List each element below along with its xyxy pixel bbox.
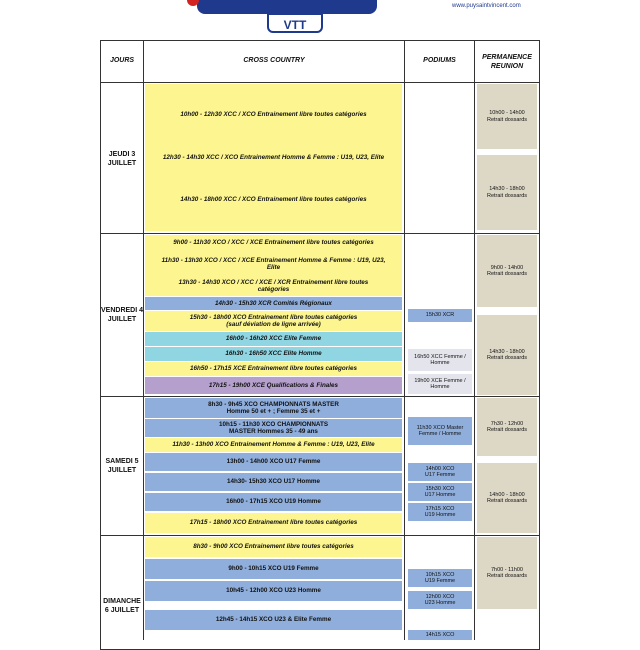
day-vendredi: VENDREDI 4 JUILLET	[101, 307, 144, 323]
event-row: 13h00 - 14h00 XCO U17 Femme	[145, 453, 402, 471]
event-row: 14h30- 15h30 XCO U17 Homme	[145, 473, 402, 491]
column-divider	[474, 40, 475, 640]
event-row: 9h00 - 11h30 XCO / XCC / XCE Entrainement libre toutes catégories	[173, 238, 374, 246]
podium-cell: 14h00 XCO U17 Femme	[408, 463, 472, 481]
row-divider	[100, 396, 540, 397]
event-row: 12h30 - 14h30 XCC / XCO Entrainement Homme & Femme : U19, U23, Elite	[162, 154, 385, 162]
website-url: www.puysaintvincent.com	[452, 3, 521, 9]
event-row: 15h30 - 18h00 XCO Entrainement libre toutes catégories (sauf déviation de ligne arrivée)	[145, 311, 402, 331]
row-divider	[100, 233, 540, 234]
podium-cell: 17h15 XCO U19 Homme	[408, 503, 472, 521]
podium-cell: 12h00 XCO U23 Homme	[408, 591, 472, 609]
day-jeudi: JEUDI 3 JUILLET	[107, 151, 137, 167]
podium-cell: 10h15 XCO U19 Femme	[408, 569, 472, 587]
row-divider	[100, 82, 540, 83]
event-row: 14h30 - 18h00 XCC / XCO Entrainement libre toutes catégories	[180, 196, 367, 204]
event-row: 12h45 - 14h15 XCO U23 & Elite Femme	[145, 610, 402, 630]
podium-cell: 14h15 XCO	[408, 630, 472, 640]
permanence-cell: 14h30 - 18h00 Retrait dossards	[477, 155, 537, 230]
event-row: 11h30 - 13h00 XCO Entrainement Homme & Femme : U19, U23, Elite	[145, 438, 402, 452]
header-cross-country: CROSS COUNTRY	[243, 57, 305, 64]
header-permanence: PERMANENCE REUNION	[482, 54, 532, 70]
podium-cell: 15h30 XCO U17 Homme	[408, 483, 472, 501]
row-divider	[100, 535, 540, 536]
event-row: 16h30 - 16h50 XCC Elite Homme	[145, 347, 402, 361]
permanence-cell: 7h30 - 12h00 Retrait dossards	[477, 398, 537, 456]
event-row: 17h15 - 19h00 XCE Qualifications & Finales	[145, 377, 402, 394]
logo-vtt-label: VTT	[267, 13, 323, 33]
podium-cell: 11h30 XCO Master Femme / Homme	[408, 417, 472, 445]
header-jours: JOURS	[109, 57, 135, 64]
event-row: 8h30 - 9h00 XCO Entrainement libre toutes catégories	[145, 537, 402, 557]
permanence-cell: 9h00 - 14h00 Retrait dossards	[477, 235, 537, 307]
podium-cell: 15h30 XCR	[408, 309, 472, 322]
column-divider	[404, 40, 405, 640]
podium-cell: 16h50 XCC Femme / Homme	[408, 349, 472, 371]
permanence-cell: 14h00 - 18h00 Retrait dossards	[477, 463, 537, 533]
permanence-cell: 14h30 - 18h00 Retrait dossards	[477, 315, 537, 395]
event-row: 10h00 - 12h30 XCC / XCO Entrainement libre toutes catégories	[180, 111, 367, 119]
event-row: 13h30 - 14h30 XCO / XCC / XCE / XCR Entrainement libre toutes catégories	[178, 278, 369, 293]
column-divider	[143, 40, 144, 640]
event-row: 11h30 - 13h30 XCO / XCC / XCE Entrainement Homme & Femme : U19, U23, Elite	[161, 256, 386, 271]
permanence-cell: 10h00 - 14h00 Retrait dossards	[477, 84, 537, 149]
day-dimanche: DIMANCHE 6 JUILLET	[103, 598, 141, 614]
event-row: 14h30 - 15h30 XCR Comités Régionaux	[145, 297, 402, 310]
header-podiums: PODIUMS	[423, 57, 456, 64]
event-row: 16h50 - 17h15 XCE Entrainement libre toutes catégories	[145, 362, 402, 376]
logo-banner	[197, 0, 377, 14]
event-row: 16h00 - 16h20 XCC Elite Femme	[145, 332, 402, 346]
event-logo	[185, 0, 395, 36]
event-row: 9h00 - 10h15 XCO U19 Femme	[145, 559, 402, 579]
podium-cell: 19h00 XCE Femme / Homme	[408, 374, 472, 394]
day-samedi: SAMEDI 5 JUILLET	[105, 458, 139, 474]
event-row: 10h15 - 11h30 XCO CHAMPIONNATS MASTER Hommes 35 - 49 ans	[145, 419, 402, 437]
event-row: 8h30 - 9h45 XCO CHAMPIONNATS MASTER Homme 50 et + ; Femme 35 et +	[145, 398, 402, 418]
event-row: 10h45 - 12h00 XCO U23 Homme	[145, 581, 402, 601]
event-row: 17h15 - 18h00 XCO Entrainement libre toutes catégories	[145, 513, 402, 533]
event-row: 16h00 - 17h15 XCO U19 Homme	[145, 493, 402, 511]
permanence-cell: 7h00 - 11h00 Retrait dossards	[477, 537, 537, 609]
